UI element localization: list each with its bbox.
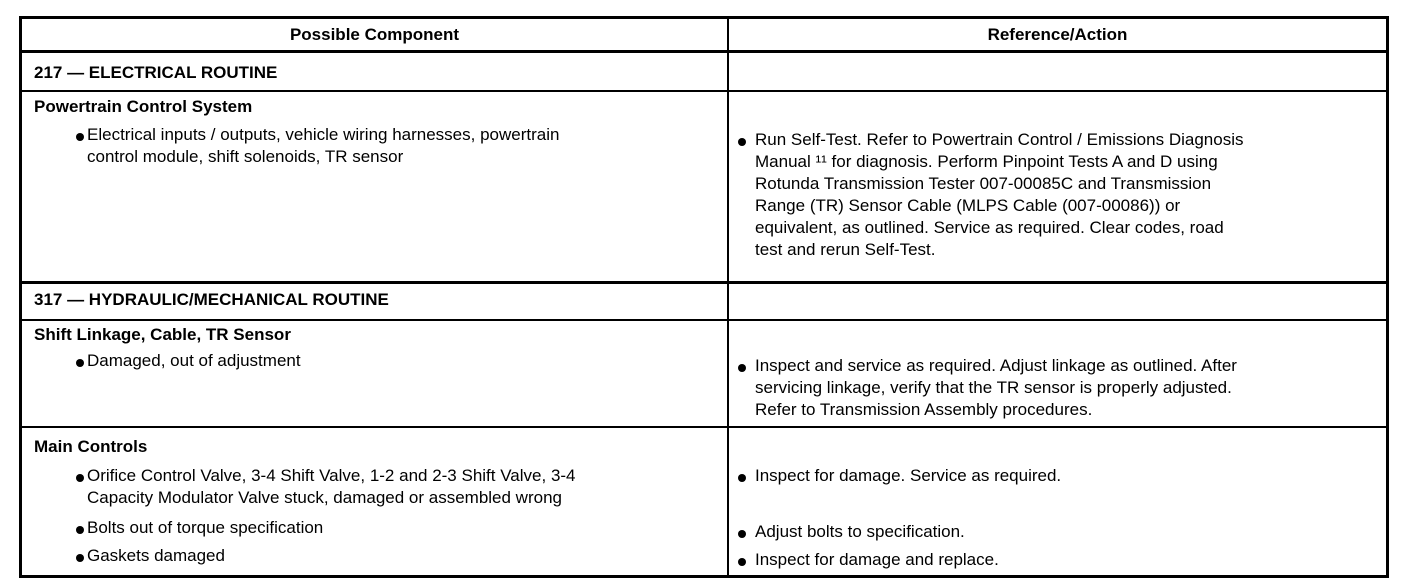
action-item-line: Inspect for damage. Service as required. — [755, 466, 1062, 485]
action-item-line: servicing linkage, verify that the TR sensor is properly adjusted. — [755, 378, 1232, 397]
section-title-electrical: 217 — ELECTRICAL ROUTINE — [34, 63, 278, 82]
group-title-main-controls: Main Controls — [34, 437, 148, 456]
header-divider — [22, 50, 1386, 53]
action-item-line: test and rerun Self-Test. — [755, 240, 936, 259]
bullet-icon — [738, 530, 746, 538]
section-title-hydraulic: 317 — HYDRAULIC/MECHANICAL ROUTINE — [34, 290, 389, 309]
row-divider — [22, 426, 1386, 428]
action-item-line: Rotunda Transmission Tester 007-00085C and Transmission — [755, 174, 1212, 193]
bullet-icon — [76, 359, 84, 367]
component-item-line: Bolts out of torque specification — [87, 518, 324, 537]
action-item-line: Inspect for damage and replace. — [755, 550, 999, 569]
row-divider — [22, 281, 1386, 284]
bullet-icon — [76, 526, 84, 534]
component-item-line: Orifice Control Valve, 3-4 Shift Valve, 1-2 and 2-3 Shift Valve, 3-4 — [87, 466, 576, 485]
component-item-line: Capacity Modulator Valve stuck, damaged or assembled wrong — [87, 488, 562, 507]
group-title-powertrain: Powertrain Control System — [34, 97, 253, 116]
bullet-icon — [76, 474, 84, 482]
row-divider — [22, 319, 1386, 321]
action-item-line: equivalent, as outlined. Service as required. Clear codes, road — [755, 218, 1224, 237]
bullet-icon — [738, 474, 746, 482]
bullet-icon — [738, 138, 746, 146]
group-title-shift-linkage: Shift Linkage, Cable, TR Sensor — [34, 325, 291, 344]
bullet-icon — [76, 133, 84, 141]
action-item-line: Manual ¹¹ for diagnosis. Perform Pinpoint Tests A and D using — [755, 152, 1218, 171]
bullet-icon — [738, 558, 746, 566]
column-header-action: Reference/Action — [987, 25, 1128, 44]
component-item-line: control module, shift solenoids, TR sensor — [87, 147, 404, 166]
action-item-line: Adjust bolts to specification. — [755, 522, 965, 541]
column-header-component: Possible Component — [289, 25, 460, 44]
row-divider — [22, 90, 1386, 92]
component-item-line: Damaged, out of adjustment — [87, 351, 301, 370]
component-item-line: Electrical inputs / outputs, vehicle wiring harnesses, powertrain — [87, 125, 560, 144]
action-item-line: Refer to Transmission Assembly procedures. — [755, 400, 1093, 419]
troubleshooting-table — [19, 16, 1389, 578]
action-item-line: Range (TR) Sensor Cable (MLPS Cable (007-00086)) or — [755, 196, 1181, 215]
column-divider — [727, 19, 729, 575]
component-item-line: Gaskets damaged — [87, 546, 225, 565]
action-item-line: Run Self-Test. Refer to Powertrain Control / Emissions Diagnosis — [755, 130, 1244, 149]
bullet-icon — [738, 364, 746, 372]
bullet-icon — [76, 554, 84, 562]
action-item-line: Inspect and service as required. Adjust linkage as outlined. After — [755, 356, 1237, 375]
